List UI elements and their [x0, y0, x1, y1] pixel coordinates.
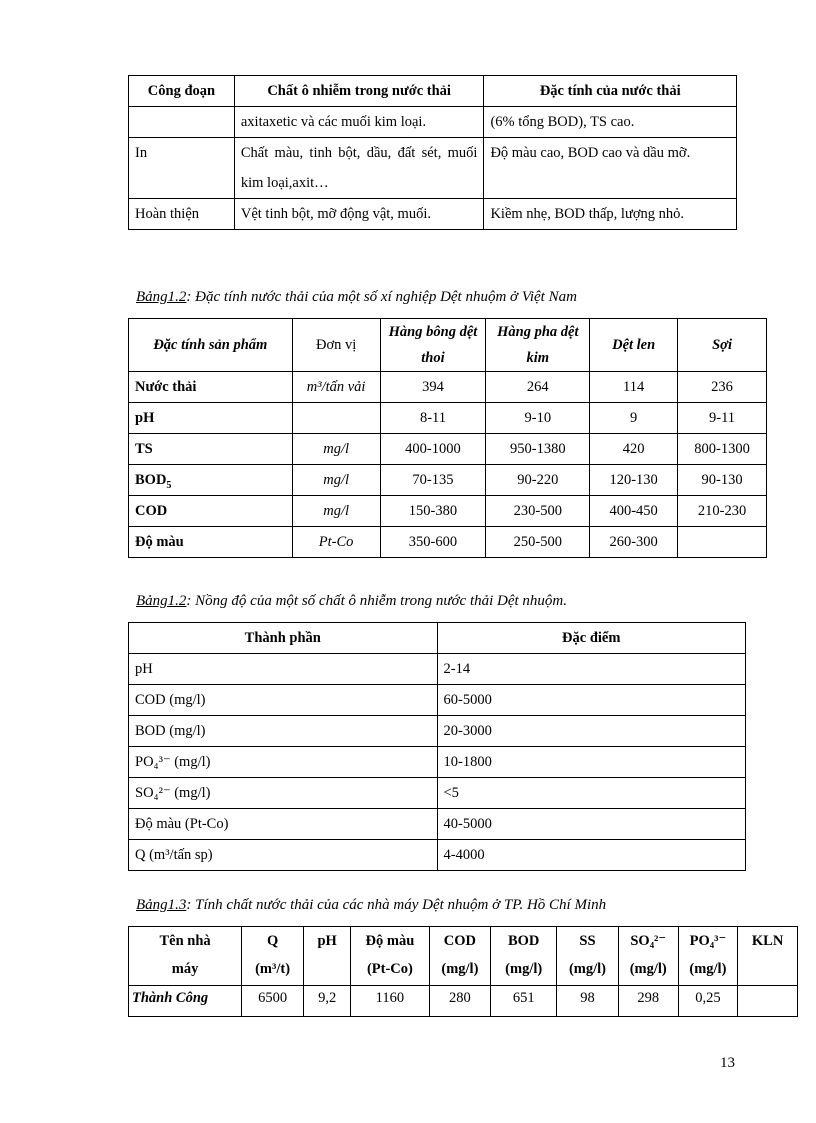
header-wool: Dệt len	[590, 319, 678, 372]
header-cotton: Hàng bông dệt thoi	[380, 319, 486, 372]
header-factory	[129, 927, 242, 986]
table-cell: 40-5000	[437, 809, 746, 840]
table-cell: 230-500	[486, 496, 590, 527]
table-cell: 120-130	[590, 465, 678, 496]
table-cell: 9-10	[486, 403, 590, 434]
table-caption	[136, 897, 606, 914]
pollutant-stage-table	[128, 75, 737, 230]
row-label: Nước thải	[129, 372, 293, 403]
table-cell: 950-1380	[486, 434, 590, 465]
table-cell: 1160	[351, 986, 429, 1017]
table-cell: 800-1300	[678, 434, 767, 465]
header-line: SO₄²⁻	[630, 933, 667, 949]
table-cell: 114	[590, 372, 678, 403]
table-cell	[129, 107, 235, 138]
header-cod	[429, 927, 491, 986]
table-cell: Độ màu cao, BOD cao và dầu mỡ.	[484, 138, 737, 199]
header-line: pH	[317, 933, 337, 949]
row-unit: m³/tấn vải	[292, 372, 380, 403]
header-line: KLN	[751, 933, 784, 949]
table-cell: 236	[678, 372, 767, 403]
header-kln	[738, 927, 798, 986]
table-cell: 60-5000	[437, 685, 746, 716]
header-line: máy	[171, 961, 199, 977]
header-product: Đặc tính sản phẩm	[129, 319, 293, 372]
row-label-text: BOD	[135, 472, 167, 488]
table-cell: 2-14	[437, 654, 746, 685]
header-line: (mg/l)	[689, 961, 727, 977]
table-cell: 264	[486, 372, 590, 403]
header-line: PO₄³⁻	[689, 933, 727, 949]
caption-label: Bảng1.2	[136, 593, 187, 609]
row-label: pH	[129, 403, 293, 434]
table-cell: axitaxetic và các muối kim loại.	[234, 107, 484, 138]
table-caption	[136, 289, 577, 306]
table-cell: 250-500	[486, 527, 590, 558]
table-cell: 70-135	[380, 465, 486, 496]
header-line: Q	[266, 933, 279, 949]
header-bod	[491, 927, 557, 986]
header-line: COD	[443, 933, 476, 949]
header-unit: Đơn vị	[292, 319, 380, 372]
table-cell: In	[129, 138, 235, 199]
table-cell: 90-130	[678, 465, 767, 496]
table-cell: 6500	[242, 986, 304, 1017]
header-stage: Công đoạn	[129, 76, 235, 107]
table-cell: 280	[429, 986, 491, 1017]
table-cell: 0,25	[678, 986, 738, 1017]
row-label-subscript: 5	[166, 479, 172, 491]
table-cell: 98	[557, 986, 619, 1017]
table-cell: 400-450	[590, 496, 678, 527]
table-cell: SO₄²⁻ (mg/l)	[129, 778, 438, 809]
table-cell: <5	[437, 778, 746, 809]
header-line: (mg/l)	[441, 961, 479, 977]
header-feature: Đặc điểm	[437, 623, 746, 654]
row-unit: mg/l	[292, 496, 380, 527]
row-label: Độ màu	[129, 527, 293, 558]
header-blend: Hàng pha dệt kim	[486, 319, 590, 372]
header-component: Thành phần	[129, 623, 438, 654]
table-cell: Vệt tinh bột, mỡ động vật, muối.	[234, 199, 484, 230]
table-cell: BOD (mg/l)	[129, 716, 438, 747]
table-cell: 10-1800	[437, 747, 746, 778]
header-yarn: Sợi	[678, 319, 767, 372]
table-cell	[678, 527, 767, 558]
table-cell: 298	[618, 986, 678, 1017]
row-label	[129, 465, 293, 496]
row-label: COD	[129, 496, 293, 527]
header-line: SS	[579, 933, 596, 949]
header-line: (Pt-Co)	[366, 961, 413, 977]
header-line: Tên nhà	[159, 933, 211, 949]
header-line: Độ màu	[365, 933, 415, 949]
table-cell: 210-230	[678, 496, 767, 527]
table-cell: 4-4000	[437, 840, 746, 871]
table-cell: 20-3000	[437, 716, 746, 747]
table-cell: 90-220	[486, 465, 590, 496]
table-cell: PO₄³⁻ (mg/l)	[129, 747, 438, 778]
header-line: (m³/t)	[255, 961, 291, 977]
table-cell: (6% tổng BOD), TS cao.	[484, 107, 737, 138]
table-cell: 350-600	[380, 527, 486, 558]
table-cell: 400-1000	[380, 434, 486, 465]
header-line: (mg/l)	[505, 961, 543, 977]
caption-text: : Nồng độ của một số chất ô nhiễm trong nước thải Dệt nhuộm.	[186, 593, 568, 609]
table-cell: 9,2	[303, 986, 350, 1017]
table-cell: Q (m³/tấn sp)	[129, 840, 438, 871]
row-label: TS	[129, 434, 293, 465]
table-cell: 9-11	[678, 403, 767, 434]
table-cell: Hoàn thiện	[129, 199, 235, 230]
factory-wastewater-table	[128, 926, 798, 1017]
caption-label: Bảng1.2	[136, 289, 187, 305]
caption-text: : Tính chất nước thải của các nhà máy Dệt nhuộm ở TP. Hồ Chí Minh	[186, 897, 607, 913]
header-line: (mg/l)	[629, 961, 667, 977]
header-line: (mg/l)	[568, 961, 607, 977]
row-unit	[292, 403, 380, 434]
header-characteristic: Đặc tính của nước thải	[484, 76, 737, 107]
row-unit: mg/l	[292, 465, 380, 496]
table-cell: pH	[129, 654, 438, 685]
table-cell: 9	[590, 403, 678, 434]
factory-name: Thành Công	[129, 986, 242, 1017]
row-unit: Pt-Co	[292, 527, 380, 558]
wastewater-characteristics-table	[128, 318, 767, 558]
header-ss	[557, 927, 619, 986]
table-cell: Kiềm nhẹ, BOD thấp, lượng nhỏ.	[484, 199, 737, 230]
caption-text: : Đặc tính nước thải của một số xí nghiệp Dệt nhuộm ở Việt Nam	[186, 289, 577, 305]
page-number: 13	[720, 1055, 735, 1071]
header-pollutant: Chất ô nhiễm trong nước thải	[234, 76, 484, 107]
table-cell: 260-300	[590, 527, 678, 558]
header-q	[242, 927, 304, 986]
header-so4	[618, 927, 678, 986]
table-cell: 420	[590, 434, 678, 465]
table-cell: 150-380	[380, 496, 486, 527]
header-ph	[303, 927, 350, 986]
header-color	[351, 927, 429, 986]
table-caption	[136, 593, 567, 610]
table-cell: COD (mg/l)	[129, 685, 438, 716]
table-cell: 394	[380, 372, 486, 403]
table-cell: Độ màu (Pt-Co)	[129, 809, 438, 840]
header-line: BOD	[507, 933, 540, 949]
table-cell: Chất màu, tinh bột, dầu, đất sét, muối kim loại,axit…	[234, 138, 484, 199]
table-cell: 8-11	[380, 403, 486, 434]
table-cell	[738, 986, 798, 1017]
row-unit: mg/l	[292, 434, 380, 465]
caption-label: Bảng1.3	[136, 897, 187, 913]
pollutant-concentration-table	[128, 622, 746, 871]
table-cell: 651	[491, 986, 557, 1017]
header-po4	[678, 927, 738, 986]
